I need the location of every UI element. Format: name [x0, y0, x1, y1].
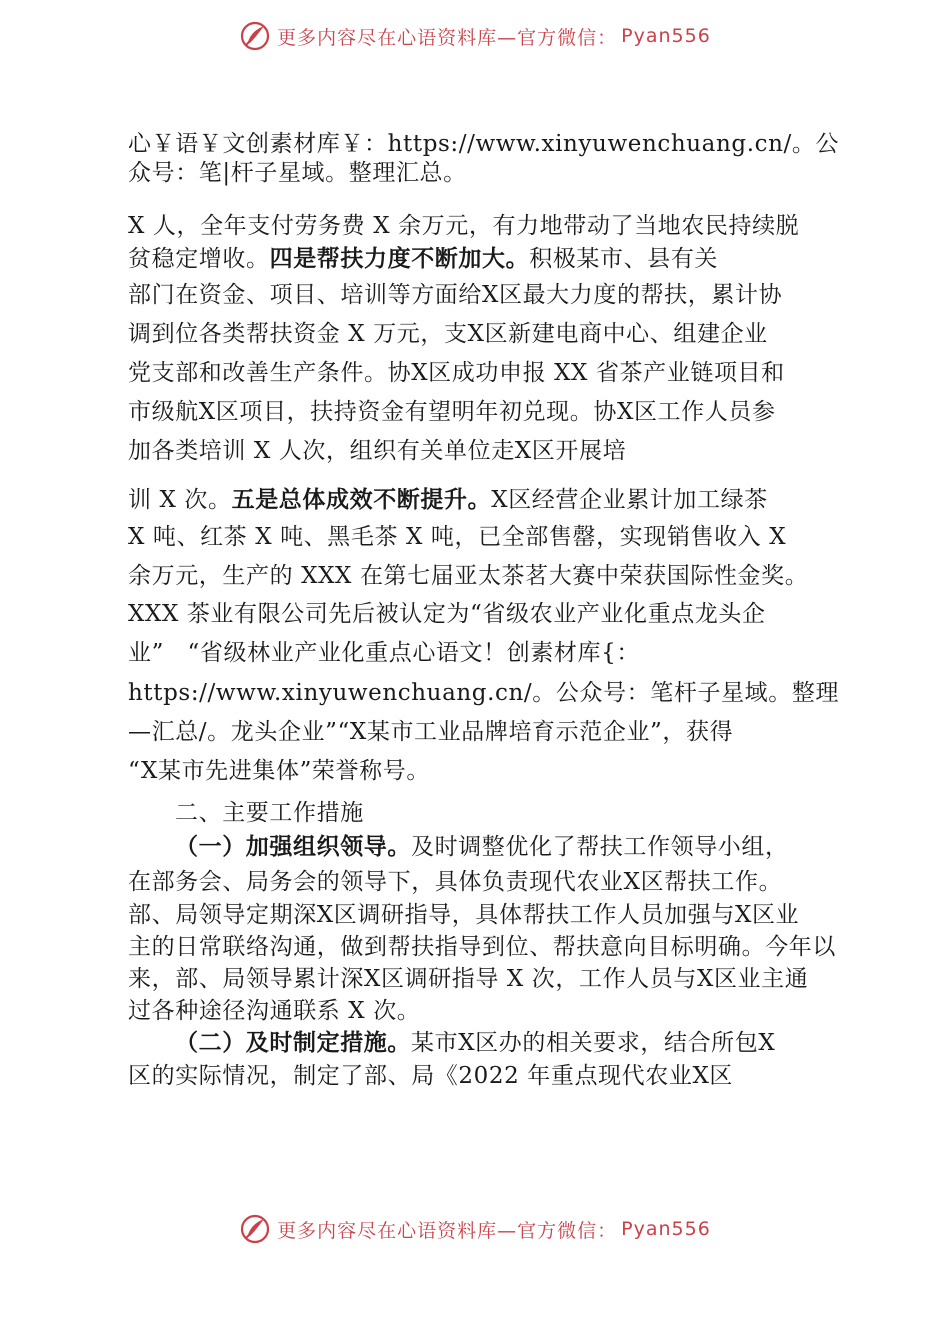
- text-line: 来，部、局领导累计深X区调研指导 X 次，工作人员与X区业主通: [128, 966, 809, 992]
- text-line: 部、局领导定期深X区调研指导，具体帮扶工作人员加强与X区业: [128, 902, 800, 928]
- text-line: 训 X 次。五是总体成效不断提升。X区经营企业累计加工绿茶: [128, 487, 768, 513]
- banner-text: 更多内容尽在心语资料库—官方微信：: [277, 1219, 618, 1242]
- bold-heading: 五是总体成效不断提升。: [231, 487, 492, 513]
- logo-icon: [239, 20, 271, 52]
- header-banner: [0, 16, 950, 56]
- logo-icon: [239, 1213, 271, 1245]
- footer-banner: [0, 1209, 950, 1249]
- text-line: （二）及时制定措施。某市X区办的相关要求，结合所包X: [175, 1030, 776, 1056]
- bold-heading: （二）及时制定措施。: [175, 1030, 411, 1056]
- text-line: 调到位各类帮扶资金 X 万元，支X区新建电商中心、组建企业: [128, 321, 768, 347]
- text-line: 心￥语￥文创素材库￥：https://www.xinyuwenchuang.cn/。公: [128, 131, 840, 157]
- text-line: 主的日常联络沟通，做到帮扶指导到位、帮扶意向目标明确。今年以: [128, 934, 836, 960]
- banner-wechat-id: Pyan556: [621, 25, 711, 47]
- text-line: 加各类培训 X 人次，组织有关单位走X区开展培: [128, 438, 627, 464]
- bold-heading: （一）加强组织领导。: [175, 834, 411, 860]
- text-line: X 吨、红茶 X 吨、黑毛茶 X 吨，已全部售罄，实现销售收入 X: [128, 524, 787, 550]
- section-heading: 二、主要工作措施: [175, 800, 364, 826]
- banner-text: 更多内容尽在心语资料库—官方微信：: [277, 26, 618, 49]
- text-line: 市级航X区项目，扶持资金有望明年初兑现。协X区工作人员参: [128, 399, 776, 425]
- bold-heading: 四是帮扶力度不断加大。: [269, 246, 530, 272]
- text-line: 在部务会、局务会的领导下，具体负责现代农业X区帮扶工作。: [128, 869, 783, 895]
- text-line: 党支部和改善生产条件。协X区成功申报 XX 省茶产业链项目和: [128, 360, 785, 386]
- text-line: 贫稳定增收。四是帮扶力度不断加大。积极某市、县有关: [128, 246, 719, 272]
- text-line: —汇总/。龙头企业”“X某市工业品牌培育示范企业”，获得: [128, 719, 734, 745]
- banner-wechat-id: Pyan556: [621, 1218, 711, 1240]
- text-line: “X某市先进集体”荣誉称号。: [128, 758, 430, 784]
- text-line: 部门在资金、项目、培训等方面给X区最大力度的帮扶，累计协: [128, 282, 783, 308]
- text-line: 过各种途径沟通联系 X 次。: [128, 998, 421, 1024]
- text-line: 业” “省级林业产业化重点心语文！创素材库{：: [128, 640, 640, 666]
- text-line: 余万元，生产的 XXX 在第七届亚太茶茗大赛中荣获国际性金奖。: [128, 563, 809, 589]
- text-line: https://www.xinyuwenchuang.cn/。公众号：笔杆子星域。整理: [128, 680, 840, 706]
- text-line: 众号：笔|杆子星域。整理汇总。: [128, 160, 467, 186]
- text-line: X 人，全年支付劳务费 X 余万元，有力地带动了当地农民持续脱: [128, 213, 800, 239]
- text-line: XXX 茶业有限公司先后被认定为“省级农业产业化重点龙头企: [128, 601, 766, 627]
- text-line: （一）加强组织领导。及时调整优化了帮扶工作领导小组，: [175, 834, 789, 860]
- text-line: 区的实际情况，制定了部、局《2022 年重点现代农业X区: [128, 1063, 734, 1089]
